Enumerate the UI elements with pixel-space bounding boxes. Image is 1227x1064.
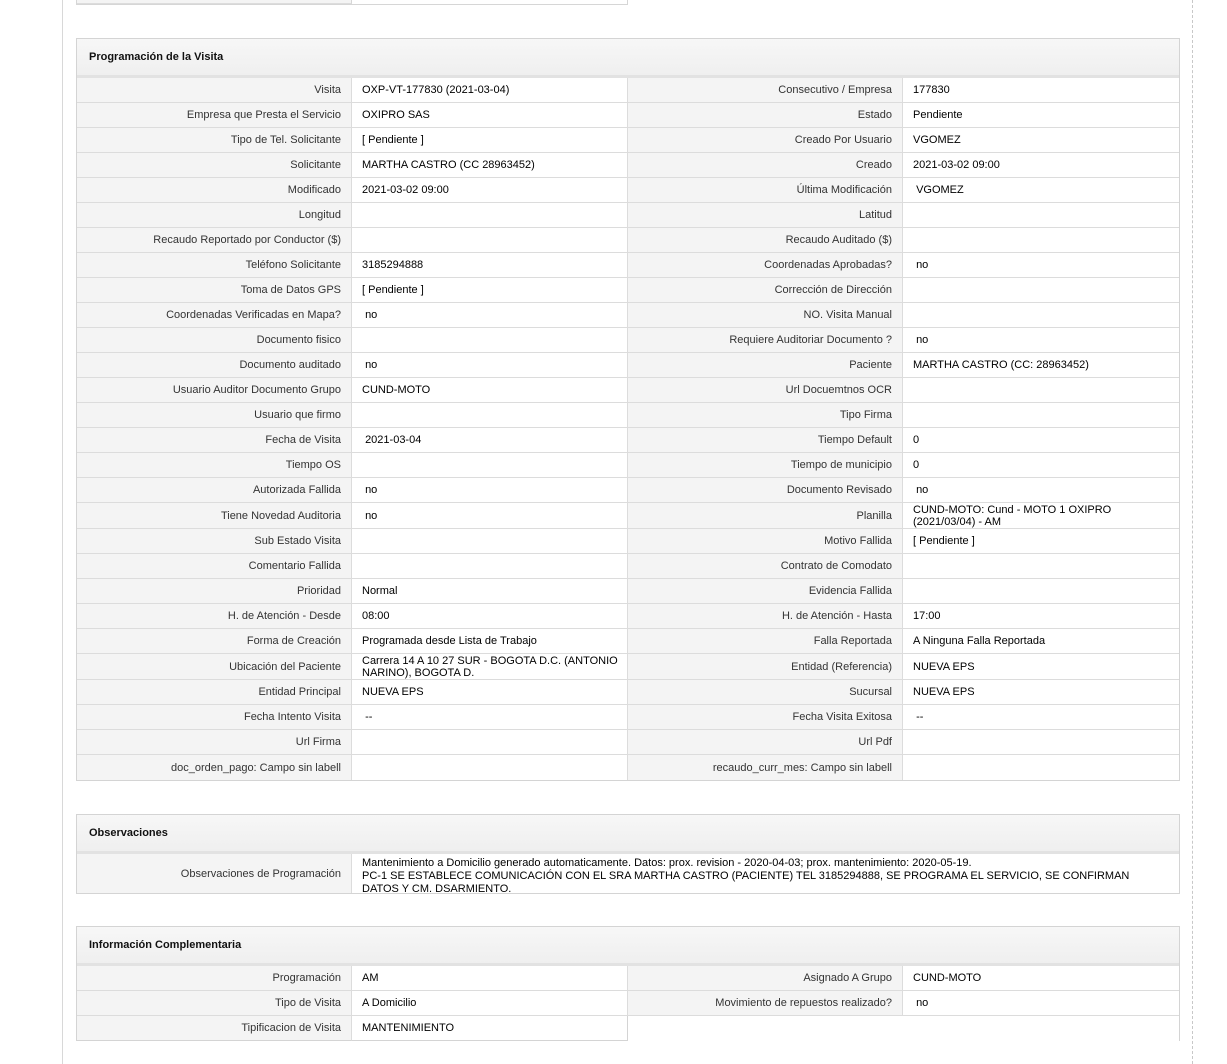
field-value	[903, 203, 1179, 228]
complementaria-grid	[77, 966, 1179, 1041]
field-value: VGOMEZ	[903, 128, 1179, 153]
field-label: Recaudo Auditado ($)	[628, 228, 903, 253]
programacion-grid	[77, 78, 1179, 780]
field-label: Toma de Datos GPS	[77, 278, 352, 303]
field-value	[352, 554, 628, 579]
field-value: no	[903, 328, 1179, 353]
field-label: Planilla	[628, 503, 903, 529]
field-value	[903, 378, 1179, 403]
field-label: Movimiento de repuestos realizado?	[628, 991, 903, 1016]
page-left-border	[62, 0, 63, 1064]
field-label: Falla Reportada	[628, 629, 903, 654]
field-value: CUND-MOTO: Cund - MOTO 1 OXIPRO (2021/03/04) - AM	[903, 503, 1179, 529]
field-label: Programación	[77, 966, 352, 991]
field-label: Última Modificación	[628, 178, 903, 203]
field-value	[352, 730, 628, 755]
previous-section-stub	[76, 0, 628, 5]
field-label: H. de Atención - Hasta	[628, 604, 903, 629]
field-value: MARTHA CASTRO (CC: 28963452)	[903, 353, 1179, 378]
field-label: Sucursal	[628, 680, 903, 705]
observaciones-section	[76, 814, 1180, 894]
field-label: Url Firma	[77, 730, 352, 755]
section-title: Observaciones	[77, 815, 1179, 854]
field-label: Sub Estado Visita	[77, 529, 352, 554]
observaciones-row	[77, 854, 1179, 893]
field-label: Fecha de Visita	[77, 428, 352, 453]
field-value	[903, 730, 1179, 755]
field-label: Evidencia Fallida	[628, 579, 903, 604]
field-label: H. de Atención - Desde	[77, 604, 352, 629]
field-value: Programada desde Lista de Trabajo	[352, 629, 628, 654]
field-value	[903, 228, 1179, 253]
field-value: 0	[903, 428, 1179, 453]
field-label: Visita	[77, 78, 352, 103]
field-value: Carrera 14 A 10 27 SUR - BOGOTA D.C. (ANTONIO NARINO), BOGOTA D.	[352, 654, 628, 680]
field-label: Tipificacion de Visita	[77, 1016, 352, 1041]
field-label: Fecha Visita Exitosa	[628, 705, 903, 730]
field-label: Usuario Auditor Documento Grupo	[77, 378, 352, 403]
field-value: no	[352, 503, 628, 529]
field-label: Documento Revisado	[628, 478, 903, 503]
field-value: 2021-03-02 09:00	[903, 153, 1179, 178]
field-label: Comentario Fallida	[77, 554, 352, 579]
field-value	[903, 554, 1179, 579]
page-right-border	[1192, 0, 1193, 1064]
field-label: Prioridad	[77, 579, 352, 604]
field-value: 177830	[903, 78, 1179, 103]
field-label: Tiempo Default	[628, 428, 903, 453]
field-label: Observaciones de Programación	[77, 854, 352, 893]
empty-cell	[628, 1016, 903, 1041]
field-value: [ Pendiente ]	[352, 278, 628, 303]
field-value: 17:00	[903, 604, 1179, 629]
programacion-section	[76, 38, 1180, 781]
field-label: Longitud	[77, 203, 352, 228]
field-value: no	[352, 478, 628, 503]
field-label: Creado	[628, 153, 903, 178]
field-label: Coordenadas Verificadas en Mapa?	[77, 303, 352, 328]
field-value	[903, 403, 1179, 428]
field-label: Coordenadas Aprobadas?	[628, 253, 903, 278]
field-value: AM	[352, 966, 628, 991]
field-label: Entidad (Referencia)	[628, 654, 903, 680]
field-value: no	[903, 991, 1179, 1016]
field-label: Url Docuemtnos OCR	[628, 378, 903, 403]
field-label: Asignado A Grupo	[628, 966, 903, 991]
field-label: Recaudo Reportado por Conductor ($)	[77, 228, 352, 253]
field-value: OXP-VT-177830 (2021-03-04)	[352, 78, 628, 103]
field-label: Tipo de Visita	[77, 991, 352, 1016]
field-value: [ Pendiente ]	[352, 128, 628, 153]
section-title: Información Complementaria	[77, 927, 1179, 966]
field-label: recaudo_curr_mes: Campo sin labell	[628, 755, 903, 780]
field-value	[352, 228, 628, 253]
field-label: Ubicación del Paciente	[77, 654, 352, 680]
field-label: Estado	[628, 103, 903, 128]
field-label: Corrección de Dirección	[628, 278, 903, 303]
field-value: 08:00	[352, 604, 628, 629]
field-value: 2021-03-02 09:00	[352, 178, 628, 203]
field-value	[352, 755, 628, 780]
field-value: CUND-MOTO	[352, 378, 628, 403]
field-value: CUND-MOTO	[903, 966, 1179, 991]
field-label: doc_orden_pago: Campo sin labell	[77, 755, 352, 780]
field-value: --	[903, 705, 1179, 730]
section-title: Programación de la Visita	[77, 39, 1179, 78]
field-value: 0	[903, 453, 1179, 478]
field-value: MARTHA CASTRO (CC 28963452)	[352, 153, 628, 178]
field-value: 3185294888	[352, 253, 628, 278]
field-label: Documento auditado	[77, 353, 352, 378]
field-label: Url Pdf	[628, 730, 903, 755]
field-value: no	[903, 253, 1179, 278]
field-value: 2021-03-04	[352, 428, 628, 453]
field-value: MANTENIMIENTO	[352, 1016, 628, 1041]
field-value	[352, 529, 628, 554]
complementaria-section	[76, 926, 1180, 1041]
field-value	[903, 755, 1179, 780]
field-value	[903, 278, 1179, 303]
field-label: Tiempo OS	[77, 453, 352, 478]
field-value: no	[352, 303, 628, 328]
field-value: VGOMEZ	[903, 178, 1179, 203]
field-value: no	[352, 353, 628, 378]
field-value: NUEVA EPS	[352, 680, 628, 705]
field-value: Normal	[352, 579, 628, 604]
field-label: Empresa que Presta el Servicio	[77, 103, 352, 128]
field-value	[352, 453, 628, 478]
empty-cell	[903, 1016, 1179, 1041]
field-label: Latitud	[628, 203, 903, 228]
field-value: [ Pendiente ]	[903, 529, 1179, 554]
field-value: NUEVA EPS	[903, 680, 1179, 705]
field-label: Contrato de Comodato	[628, 554, 903, 579]
field-label: Tipo Firma	[628, 403, 903, 428]
field-label: Fecha Intento Visita	[77, 705, 352, 730]
field-value: Pendiente	[903, 103, 1179, 128]
field-value: A Ninguna Falla Reportada	[903, 629, 1179, 654]
field-value	[352, 403, 628, 428]
field-value: NUEVA EPS	[903, 654, 1179, 680]
field-label: Tiempo de municipio	[628, 453, 903, 478]
field-label: Documento fisico	[77, 328, 352, 353]
field-label: Creado Por Usuario	[628, 128, 903, 153]
field-label: Paciente	[628, 353, 903, 378]
field-value: no	[903, 478, 1179, 503]
field-value	[352, 203, 628, 228]
field-label: Usuario que firmo	[77, 403, 352, 428]
field-label: Solicitante	[77, 153, 352, 178]
field-label: Tiene Novedad Auditoria	[77, 503, 352, 529]
field-value: --	[352, 705, 628, 730]
field-value	[352, 328, 628, 353]
field-value: OXIPRO SAS	[352, 103, 628, 128]
field-label: Autorizada Fallida	[77, 478, 352, 503]
field-label: Modificado	[77, 178, 352, 203]
field-label: Entidad Principal	[77, 680, 352, 705]
field-label: Motivo Fallida	[628, 529, 903, 554]
field-value	[903, 303, 1179, 328]
field-label: Forma de Creación	[77, 629, 352, 654]
field-label: Tipo de Tel. Solicitante	[77, 128, 352, 153]
field-label: NO. Visita Manual	[628, 303, 903, 328]
field-value	[903, 579, 1179, 604]
field-label: Teléfono Solicitante	[77, 253, 352, 278]
field-label: Requiere Auditoriar Documento ?	[628, 328, 903, 353]
field-value: Mantenimiento a Domicilio generado automaticamente. Datos: prox. revision - 2020-04-03; prox. mantenimiento: 2020-05-19. PC-1 SE ESTABLECE COMUNICACIÓN CON EL SRA MARTHA CASTRO (PACIENTE) TEL 3185294888, SE PROGRAMA EL SERVICIO, SE CONFIRMAN DATOS Y CM. DSARMIENTO.	[352, 854, 1179, 893]
field-label: Consecutivo / Empresa	[628, 78, 903, 103]
field-value: A Domicilio	[352, 991, 628, 1016]
